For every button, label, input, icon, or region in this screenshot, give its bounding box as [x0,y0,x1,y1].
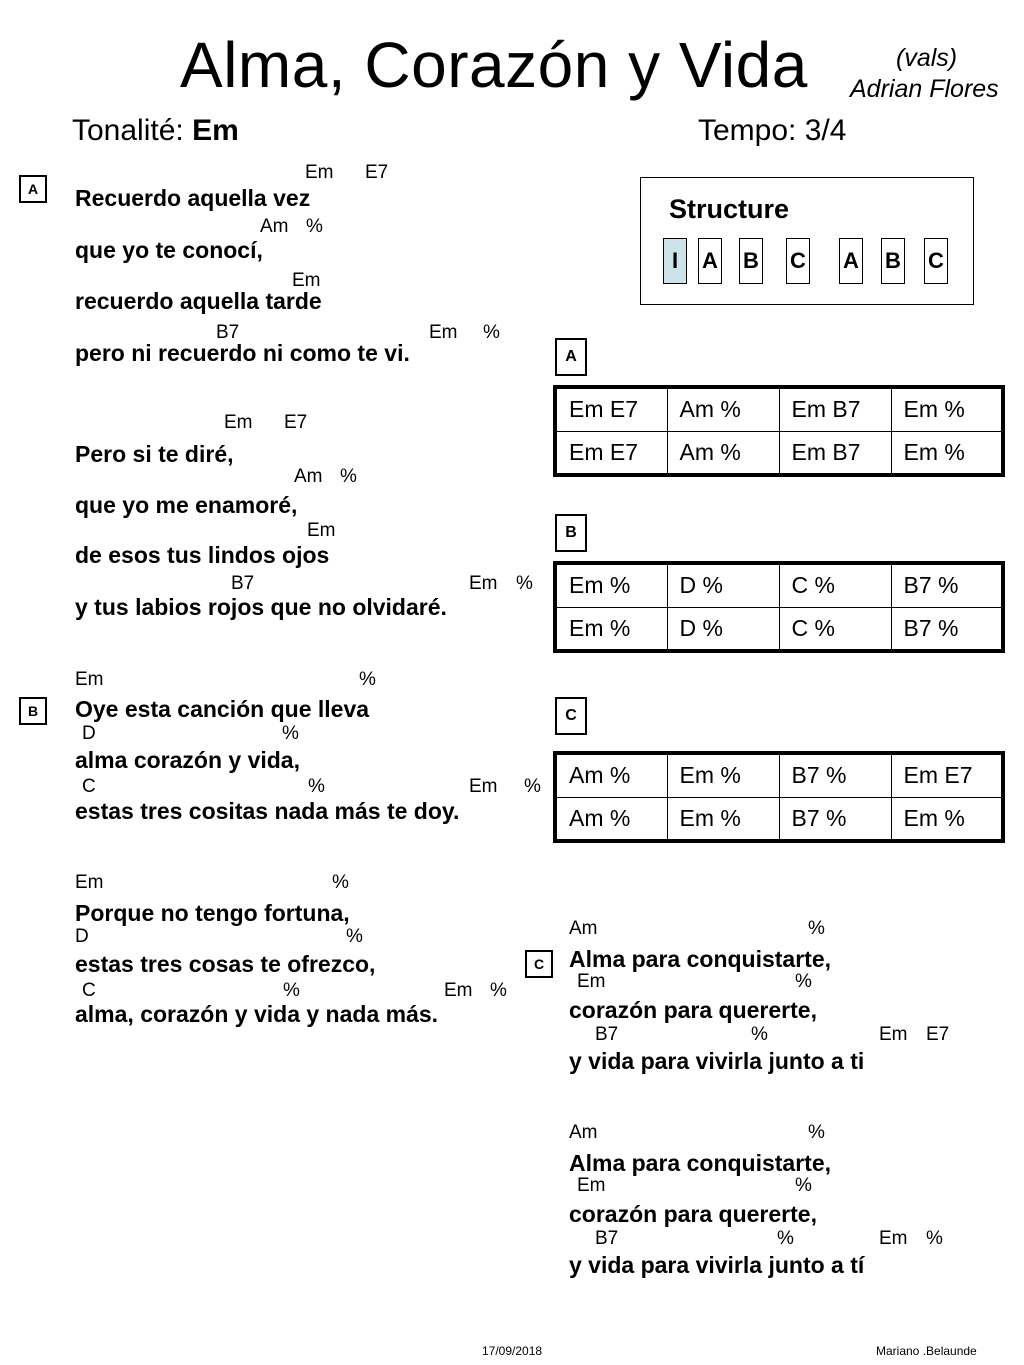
grid-cell: D % [667,607,779,651]
structure-title: Structure [669,194,790,224]
song-composer: Adrian Flores [850,75,999,103]
lyric-line: que yo te conocí, [75,237,263,263]
chord: C [82,776,96,797]
chord: % [332,872,349,893]
grid-cell: Em % [891,387,1003,431]
chord: Em [577,1175,606,1196]
chord: Em [75,669,104,690]
chord: Em [307,520,336,541]
grid-cell: D % [667,563,779,607]
chord: % [283,980,300,1001]
chord-grid-c [553,751,1005,843]
footer-date: 17/09/2018 [482,1344,543,1358]
grid-cell: Em B7 [779,431,891,475]
chord: % [516,573,533,594]
grid-cell: C % [779,607,891,651]
grid-cell: Em % [667,797,779,841]
chord: E7 [926,1024,950,1045]
grid-cell: C % [779,563,891,607]
chord: % [282,723,299,744]
grid-cell: Em % [891,431,1003,475]
lyric-line: corazón para quererte, [569,997,817,1023]
structure-cell: A [839,238,863,284]
chord: % [340,466,357,487]
chord: B7 [231,573,255,594]
grid-cell: Em % [555,607,667,651]
chord: % [308,776,325,797]
lyric-line: Porque no tengo fortuna, [75,900,350,926]
lyric-line: Oye esta canción que lleva [75,696,370,722]
lyric-line: y tus labios rojos que no olvidaré. [75,594,447,620]
chord: % [808,918,825,939]
chord: % [346,926,363,947]
grid-cell: Em E7 [891,753,1003,797]
song-genre: (vals) [896,44,958,72]
chord: D [75,926,89,947]
key-signature [72,114,239,148]
grid-cell: Em % [891,797,1003,841]
lyric-line: Pero si te diré, [75,441,234,467]
chord: B7 [595,1228,619,1249]
chord: % [751,1024,768,1045]
structure-cell: C [786,238,810,284]
chord: % [808,1122,825,1143]
structure-cell: C [924,238,948,284]
chord: Em [429,322,458,343]
grid-cell: Am % [667,387,779,431]
grid-label-c: C [555,697,587,735]
chord: Em [292,270,321,291]
lyric-line: y vida para vivirla junto a tí [569,1252,865,1278]
section-marker-b: B [19,697,47,725]
chord: Am [569,1122,598,1143]
chord: % [524,776,541,797]
chord: % [795,1175,812,1196]
chord: Em [469,776,498,797]
song-title: Alma, Corazón y Vida [180,29,808,101]
chord: % [926,1228,943,1249]
chord: Em [224,412,253,433]
chord: % [306,216,323,237]
chord: Em [305,162,334,183]
structure-cell: B [739,238,763,284]
chord: E7 [284,412,308,433]
structure-cell: A [698,238,722,284]
chord: B7 [595,1024,619,1045]
lyric-line: Recuerdo aquella vez [75,185,311,211]
structure-cell: B [881,238,905,284]
chord-grid-b [553,561,1005,653]
grid-cell: Em E7 [555,387,667,431]
lyric-line: alma, corazón y vida y nada más. [75,1001,439,1027]
chord: Em [75,872,104,893]
grid-cell: Em % [555,563,667,607]
grid-cell: B7 % [779,797,891,841]
chord-grid-a [553,385,1005,477]
chord: Em [577,971,606,992]
chord: Em [469,573,498,594]
grid-cell: Em B7 [779,387,891,431]
structure-box [640,177,974,305]
lyric-line: Alma para conquistarte, [569,1150,832,1176]
grid-label-a: A [555,338,587,376]
chord: Em [879,1024,908,1045]
chord: Am [260,216,289,237]
chord: Am [569,918,598,939]
chord: % [795,971,812,992]
lyric-line: que yo me enamoré, [75,492,298,518]
lyric-line: corazón para quererte, [569,1201,817,1227]
chord: C [82,980,96,1001]
grid-cell: B7 % [779,753,891,797]
chord: Am [294,466,323,487]
chord: E7 [365,162,389,183]
grid-cell: Am % [667,431,779,475]
lyric-line: y vida para vivirla junto a ti [569,1048,865,1074]
chord: % [483,322,500,343]
chord: Em [444,980,473,1001]
key-label: Tonalité: [72,114,184,147]
grid-cell: Em % [667,753,779,797]
chord: % [359,669,376,690]
grid-cell: B7 % [891,607,1003,651]
structure-cell-intro: I [663,238,687,284]
tempo: Tempo: 3/4 [698,114,847,147]
lyric-line: pero ni recuerdo ni como te vi. [75,340,410,366]
chord: % [490,980,507,1001]
grid-cell: Em E7 [555,431,667,475]
grid-cell: Am % [555,797,667,841]
footer-author: Mariano .Belaunde [876,1344,977,1358]
lyric-line: recuerdo aquella tarde [75,288,322,314]
chord: D [82,723,96,744]
grid-cell: B7 % [891,563,1003,607]
chord: B7 [216,322,240,343]
chord: % [777,1228,794,1249]
lyric-line: estas tres cosas te ofrezco, [75,951,376,977]
grid-label-b: B [555,514,587,552]
chord: Em [879,1228,908,1249]
section-marker-a: A [19,175,47,203]
key-value: Em [192,114,239,147]
grid-cell: Am % [555,753,667,797]
lyric-line: Alma para conquistarte, [569,946,832,972]
lyric-line: de esos tus lindos ojos [75,542,330,568]
lyric-line: alma corazón y vida, [75,747,300,773]
section-marker-c: C [525,950,553,978]
lyric-line: estas tres cositas nada más te doy. [75,798,460,824]
